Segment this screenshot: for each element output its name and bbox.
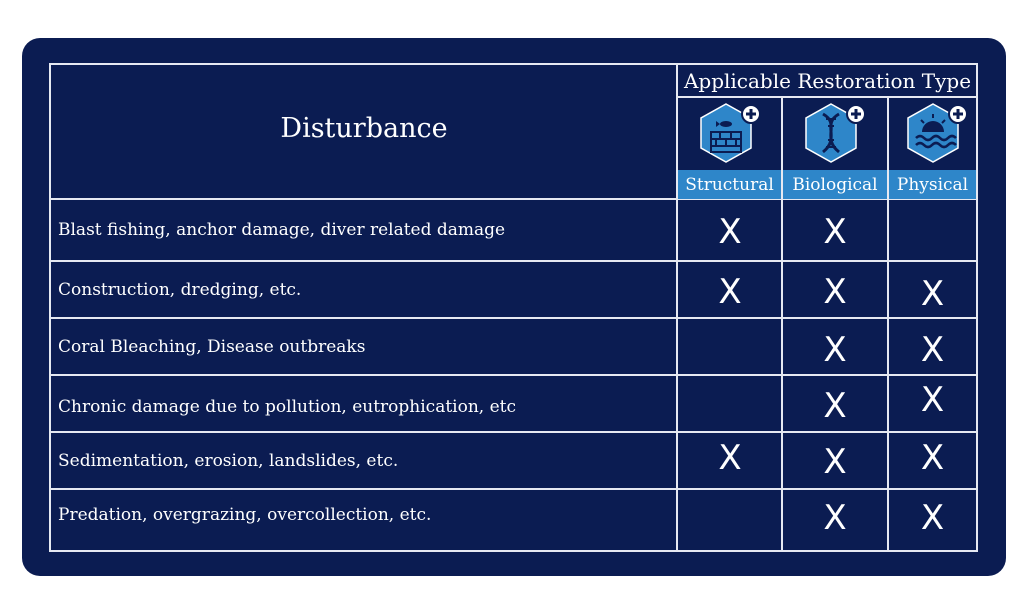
disturbance-label: Chronic damage due to pollution, eutrophication, etc (58, 397, 517, 417)
mark-structural: X (718, 212, 742, 252)
mark-biological: X (823, 330, 847, 370)
mark-physical: X (920, 274, 945, 314)
type-column-physical (889, 98, 976, 199)
mark-structural: X (718, 438, 742, 478)
mark-structural: X (718, 272, 742, 312)
mark-physical: X (920, 438, 945, 478)
mark-biological: X (823, 272, 847, 312)
mark-biological: X (823, 386, 847, 426)
disturbance-label: Sedimentation, erosion, landslides, etc. (58, 450, 399, 471)
mark-physical: X (920, 330, 945, 370)
disturbance-label: Blast fishing, anchor damage, diver related damage (58, 220, 506, 240)
disturbance-label: Construction, dredging, etc. (58, 279, 302, 300)
disturbance-header: Disturbance (280, 112, 448, 144)
type-label-structural: Structural (678, 170, 781, 199)
mark-physical: X (920, 498, 945, 538)
type-label-biological: Biological (783, 170, 887, 199)
disturbance-label: Predation, overgrazing, overcollection, etc. (58, 505, 432, 525)
sun-waves-icon (903, 102, 971, 166)
disturbance-label: Coral Bleaching, Disease outbreaks (58, 336, 366, 357)
mark-biological: X (823, 212, 847, 252)
mark-biological: X (823, 442, 847, 482)
type-column-biological (783, 98, 887, 199)
reef-structure-icon (696, 102, 764, 166)
type-label-physical: Physical (889, 170, 976, 199)
mark-biological: X (823, 498, 847, 538)
mark-physical: X (920, 380, 945, 420)
type-column-structural (678, 98, 781, 199)
dna-icon (801, 102, 869, 166)
restoration-type-header: Applicable Restoration Type (683, 68, 972, 93)
